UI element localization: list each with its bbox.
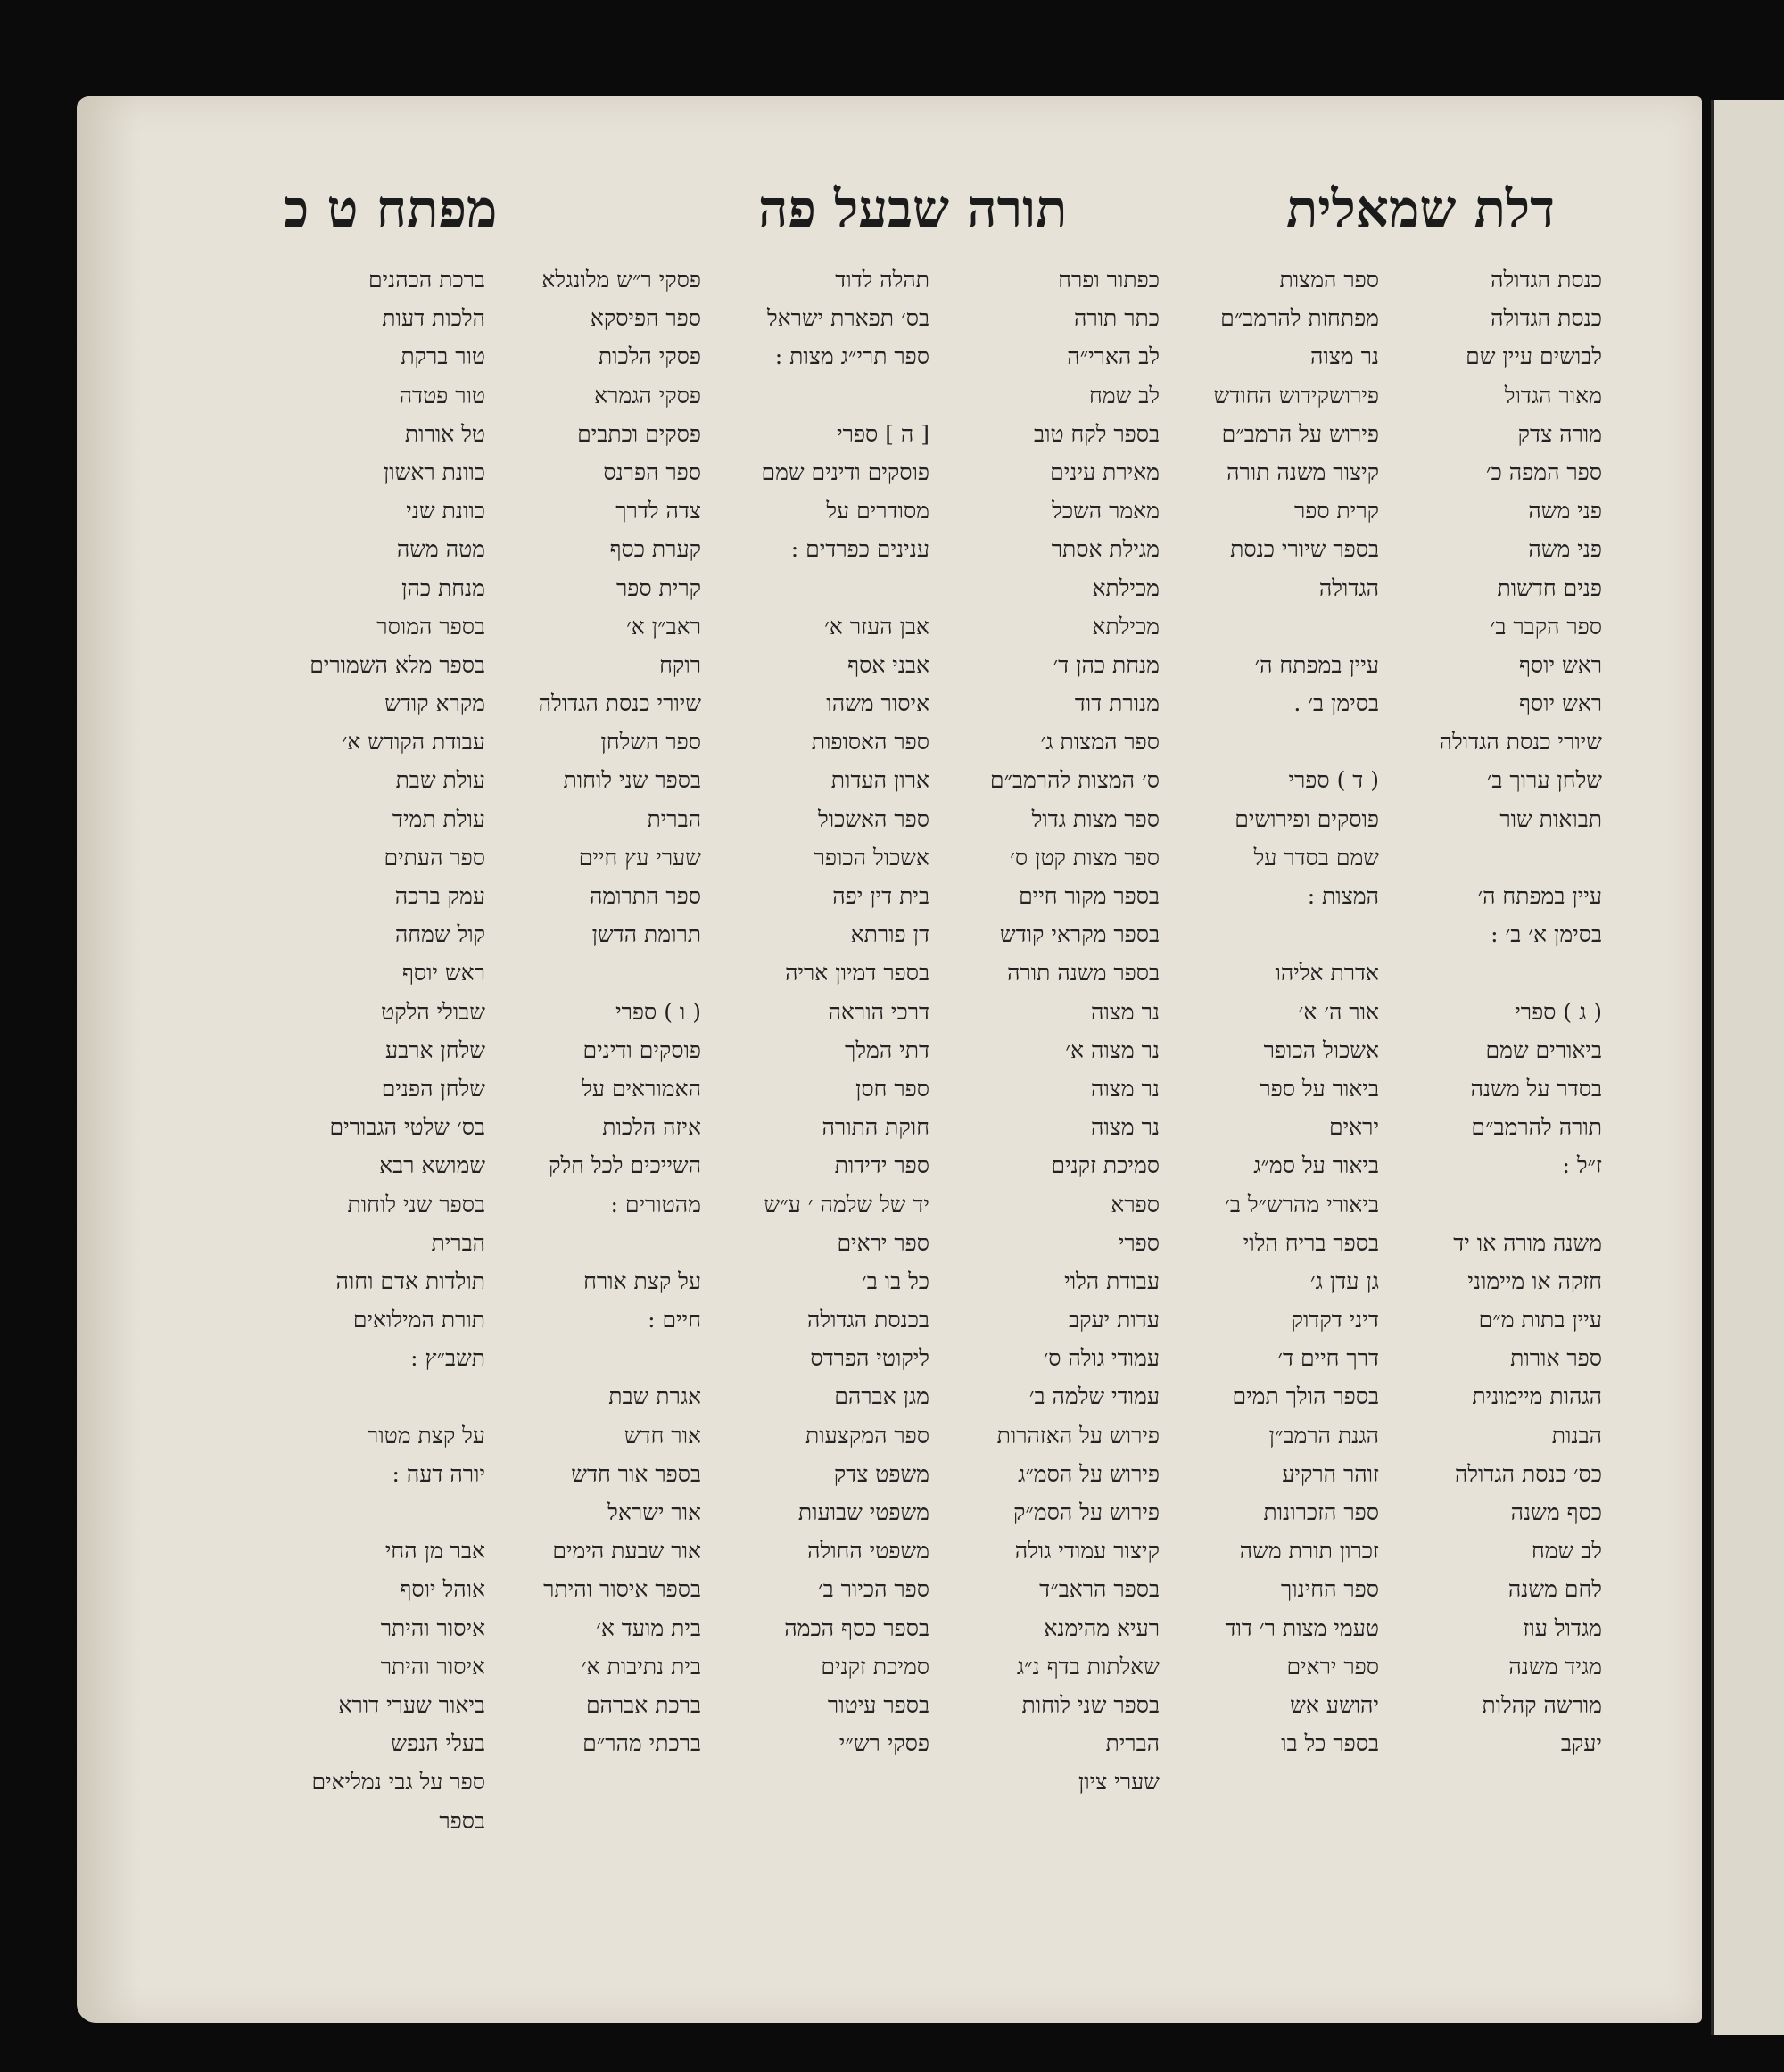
column-line: בספר עיטור xyxy=(827,1691,929,1718)
column-line: דרכי הוראה xyxy=(828,998,929,1025)
column-line xyxy=(266,1493,485,1531)
column-line: ספרא xyxy=(1111,1191,1160,1218)
column-line: מקרא קודש xyxy=(384,690,485,717)
column-line: יעקב xyxy=(1560,1730,1602,1757)
column-line: המצות : xyxy=(1307,883,1379,909)
column-line: הגדולה xyxy=(1318,574,1379,601)
column-line: פירוש על האזהרות xyxy=(996,1422,1160,1449)
column-line: שבולי הלקט xyxy=(381,998,485,1025)
column-line: שלחן ארבע xyxy=(385,1036,485,1063)
column-line: בספר אור חדש xyxy=(571,1460,701,1487)
header-middle-title: תורה שבעל פה xyxy=(758,178,1068,239)
column-line: משפט צדק xyxy=(833,1460,929,1487)
column-line: ספר מצות גדול xyxy=(1031,805,1160,832)
column-line: קיצור משנה תורה xyxy=(1226,458,1379,485)
column-line: ביאור על סמ״ג xyxy=(1253,1152,1379,1179)
column-line: עמודי גולה ס׳ xyxy=(1043,1345,1160,1372)
column-line: ראש יוסף xyxy=(1518,651,1602,678)
column-line: סמיכת זקנים xyxy=(1051,1152,1160,1179)
column-line: ספרי xyxy=(1118,1229,1160,1256)
column-line: ספר הקבר ב׳ xyxy=(1490,613,1602,640)
column-line: בספר הראב״ד xyxy=(1039,1576,1160,1603)
column-line: טל אורות xyxy=(404,420,485,447)
column-line: ספר יראים xyxy=(1286,1653,1379,1680)
column-line: בית נתיבות א׳ xyxy=(581,1653,701,1680)
column-line: שמושא רבא xyxy=(379,1152,485,1179)
column-line: עבודת הקודש א׳ xyxy=(342,729,485,755)
column-line: שיורי כנסת הגדולה xyxy=(538,690,701,717)
column-line: תולדות אדם וחוה xyxy=(335,1267,485,1294)
column-line: ספר על גבי נמליאים xyxy=(311,1769,485,1795)
column-line: ראב״ן א׳ xyxy=(626,613,701,640)
column-line: מורשה קהלות xyxy=(1482,1691,1602,1718)
column-line: יורה דעה : xyxy=(392,1460,485,1487)
column-line: פנים חדשות xyxy=(1497,574,1602,601)
column-line: עיין במפתח ה׳ xyxy=(1477,883,1602,909)
column-line: השייכים לכל חלק xyxy=(549,1152,701,1179)
column-line: מנחת כהן ד׳ xyxy=(1053,651,1160,678)
column-line: בספר מקראי קודש xyxy=(999,921,1160,948)
column-line: כל בו ב׳ xyxy=(861,1267,929,1294)
column-line: תורה להרמב״ם xyxy=(1471,1114,1602,1141)
column-line: עיין במפתח ה׳ xyxy=(1254,651,1379,678)
column-line: איסור משהו xyxy=(826,690,929,717)
column-line: קול שמחה xyxy=(394,921,485,948)
column-line xyxy=(1381,953,1602,992)
column-line: ספר התרומה xyxy=(589,883,701,909)
column-line: יד של שלמה ׳ ע״ש xyxy=(764,1191,929,1218)
column-line: ספר המצות ג׳ xyxy=(1040,729,1160,755)
column-line: שלחן הפנים xyxy=(381,1075,485,1102)
column-line: ספר האסופות xyxy=(811,729,929,755)
column-line: צדה לדרך xyxy=(615,498,701,524)
column-line xyxy=(487,1339,701,1377)
column-line: פסקי ר״ש מלונגלא xyxy=(541,267,701,293)
column-line: הברית xyxy=(647,805,701,832)
column-line: דן פורתא xyxy=(850,921,929,948)
column-line: כנסת הגדולה xyxy=(1491,305,1602,332)
column-line: אבני אסף xyxy=(847,651,929,678)
column-line: שמם בסדר על xyxy=(1253,844,1379,871)
column-line: בספר שיורי כנסת xyxy=(1230,536,1379,563)
column-line: בספר xyxy=(439,1807,485,1834)
column-line: ביאורים שמם xyxy=(1485,1036,1602,1063)
text-column-6 xyxy=(266,260,485,1840)
column-line: אשכול הכופר xyxy=(1263,1036,1379,1063)
column-line: אור ישראל xyxy=(607,1499,701,1525)
column-line: משפטי החולה xyxy=(807,1538,929,1564)
column-line: בסימן א׳ ב׳ : xyxy=(1491,921,1602,948)
column-line: ( ג ) ספרי xyxy=(1515,998,1602,1025)
column-line: בספר המוסר xyxy=(376,613,485,640)
column-line: כסף משנה xyxy=(1510,1499,1602,1525)
column-line: בספר שני לוחות xyxy=(563,767,701,794)
column-line: בספר הולך תמים xyxy=(1232,1383,1379,1410)
column-line: פוסקים ודינים שמם xyxy=(761,458,929,485)
column-line: ספר ידידות xyxy=(834,1152,929,1179)
column-line: נר מצוה xyxy=(1090,1075,1160,1102)
column-line: בספר משנה תורה xyxy=(1007,960,1160,986)
column-line: הלכות דעות xyxy=(382,305,485,332)
column-line: [ ה ] ספרי xyxy=(837,420,929,447)
column-line: בסימן ב׳ . xyxy=(1293,690,1379,717)
column-line: אשכול הכופר xyxy=(814,844,929,871)
column-line: הגהות מיימונית xyxy=(1472,1383,1602,1410)
column-line: מהטורים : xyxy=(610,1191,701,1218)
column-line: ביאור שערי דורא xyxy=(338,1691,485,1718)
column-line: מאור הגדול xyxy=(1504,382,1602,409)
column-line: ביאור על ספר xyxy=(1260,1075,1379,1102)
column-line: קרית ספר xyxy=(615,574,701,601)
column-line: נר מצוה xyxy=(1309,343,1379,370)
column-line: כוונת שני xyxy=(406,498,485,524)
text-column-3 xyxy=(933,260,1160,1802)
column-line: בספר שני לוחות xyxy=(347,1191,485,1218)
column-line: מגילת אסתר xyxy=(1051,536,1160,563)
column-line: פירוש על הסמ״ק xyxy=(1012,1499,1160,1525)
page-gutter-shadow xyxy=(77,96,139,2023)
column-line: כפתור ופרח xyxy=(1058,267,1160,293)
header-left-title: מפתח ט כ xyxy=(284,178,498,239)
column-line: אבר מן החי xyxy=(384,1538,485,1564)
column-line: אור שבעת הימים xyxy=(552,1538,701,1564)
column-line: הגנת הרמב״ן xyxy=(1268,1422,1379,1449)
column-line: תהלה לדוד xyxy=(835,267,929,293)
column-line: נר מצוה xyxy=(1090,998,1160,1025)
column-line xyxy=(705,569,929,607)
column-line: יראים xyxy=(1329,1114,1379,1141)
column-line: פני משה xyxy=(1528,498,1602,524)
column-line: ספר הכיור ב׳ xyxy=(817,1576,929,1603)
column-line: פסקי רש״י xyxy=(838,1730,929,1757)
column-line xyxy=(1381,838,1602,877)
column-line: פירוש על הרמב״ם xyxy=(1221,420,1379,447)
column-line: פירוש על הסמ״ג xyxy=(1018,1460,1160,1487)
column-line: ספר המקצעות xyxy=(805,1422,929,1449)
column-line: תבואות שור xyxy=(1499,805,1602,832)
column-line: שיורי כנסת הגדולה xyxy=(1439,729,1602,755)
column-line: לב שמח xyxy=(1531,1538,1602,1564)
column-line: ראש יוסף xyxy=(401,960,485,986)
column-line: ספר חסן xyxy=(855,1075,929,1102)
column-line: מגיד משנה xyxy=(1508,1653,1602,1680)
column-line: ספר המצות xyxy=(1279,267,1379,293)
column-line: על קצת מטור xyxy=(367,1422,485,1449)
column-line: נר מצוה xyxy=(1090,1114,1160,1141)
column-line: ספר תרי״ג מצות : xyxy=(774,343,929,370)
column-line: ענינים כפרדים : xyxy=(790,536,929,563)
column-line: ( ו ) ספרי xyxy=(615,998,701,1025)
text-column-5 xyxy=(487,260,701,1762)
column-line: רעיא מהימנא xyxy=(1044,1614,1160,1641)
column-line xyxy=(1165,607,1379,646)
column-line xyxy=(1165,722,1379,761)
column-line: יהושע אש xyxy=(1290,1691,1379,1718)
column-line: בספר דמיון אריה xyxy=(785,960,929,986)
column-line xyxy=(1165,915,1379,953)
column-line: מגן אברהם xyxy=(834,1383,929,1410)
column-line: אור ה׳ א׳ xyxy=(1298,998,1379,1025)
column-line: זוהר הרקיע xyxy=(1282,1460,1379,1487)
column-line: גן עדן ג׳ xyxy=(1309,1267,1379,1294)
column-line: בכנסת הגדולה xyxy=(807,1307,929,1333)
column-line: מנחת כהן xyxy=(401,574,485,601)
column-line: פסקים וכתבים xyxy=(577,420,701,447)
column-line: מאירת עינים xyxy=(1050,458,1160,485)
column-line: לבושים עיין שם xyxy=(1466,343,1602,370)
column-line: עולת תמיד xyxy=(392,805,485,832)
column-line: חזקה או מיימוני xyxy=(1467,1267,1602,1294)
column-line: כוונת ראשון xyxy=(383,458,485,485)
column-line: מורה צדק xyxy=(1517,420,1602,447)
column-line: ספר אורות xyxy=(1510,1345,1602,1372)
column-line: פני משה xyxy=(1528,536,1602,563)
column-line: סמיכת זקנים xyxy=(821,1653,929,1680)
column-line: פוסקים ודינים xyxy=(582,1036,701,1063)
column-line: כנסת הגדולה xyxy=(1491,267,1602,293)
column-line: בס׳ שלטי הגבורים xyxy=(329,1114,485,1141)
column-line: לב שמח xyxy=(1088,382,1160,409)
column-line: שאלתות בדף נ״ג xyxy=(1016,1653,1160,1680)
column-line: בסדר על משנה xyxy=(1470,1075,1602,1102)
column-line: מגדול עוז xyxy=(1523,1614,1602,1641)
column-line: ספר המפה כ׳ xyxy=(1485,458,1602,485)
column-line: לב הארי״ה xyxy=(1067,343,1160,370)
column-line: בספר מלא השמורים xyxy=(310,651,485,678)
column-line: ראש יוסף xyxy=(1518,690,1602,717)
header-right-title: דלת שמאלית xyxy=(1286,178,1555,239)
column-line: בספר בריח הלוי xyxy=(1243,1229,1379,1256)
column-line: ליקוטי הפרדס xyxy=(810,1345,929,1372)
column-line: טור ברקת xyxy=(401,343,485,370)
column-line: עולת שבת xyxy=(395,767,485,794)
column-line: מפתחות להרמב״ם xyxy=(1220,305,1379,332)
column-line: ספר הזכרונות xyxy=(1263,1499,1379,1525)
column-line: בספר כל בו xyxy=(1281,1730,1379,1757)
column-line: מכילתא xyxy=(1092,613,1160,640)
column-line: פסקי הגמרא xyxy=(594,382,701,409)
column-line: איסור והיתר xyxy=(380,1614,485,1641)
column-line: שערי עץ חיים xyxy=(578,844,701,871)
column-line: בית דין יפה xyxy=(832,883,929,909)
column-line: טור פטדה xyxy=(399,382,485,409)
column-line: תרומת הדשן xyxy=(591,921,701,948)
column-line: טעמי מצות ר׳ דוד xyxy=(1225,1614,1379,1641)
column-line: בספר לקח טוב xyxy=(1034,420,1160,447)
column-line: קיצור עמודי גולה xyxy=(1014,1538,1160,1564)
column-line: פוסקים ופירושים xyxy=(1235,805,1379,832)
column-line: בספר מקור חיים xyxy=(1019,883,1160,909)
column-line: נר מצוה א׳ xyxy=(1065,1036,1160,1063)
column-line: איסור והיתר xyxy=(380,1653,485,1680)
column-line: מכילתא xyxy=(1092,574,1160,601)
column-line: מנורת דוד xyxy=(1074,690,1160,717)
column-line: פסקי הלכות xyxy=(598,343,701,370)
column-line: ברכתי מהר״ם xyxy=(582,1730,701,1757)
column-line: ספר הפיסקא xyxy=(590,305,701,332)
column-line: ארון העדות xyxy=(830,767,929,794)
column-line: זכרון תורת משה xyxy=(1239,1538,1379,1564)
column-line: בית מועד א׳ xyxy=(596,1614,701,1641)
column-line: מסודרים על xyxy=(826,498,929,524)
column-line: ספר השלחן xyxy=(600,729,701,755)
column-line: ספר החינוך xyxy=(1280,1576,1379,1603)
column-line: פירושקידוש החודש xyxy=(1213,382,1379,409)
column-line: אוהל יוסף xyxy=(400,1576,485,1603)
column-line: תשב״ץ : xyxy=(410,1345,485,1372)
text-column-4 xyxy=(705,260,929,1762)
column-line: הברית xyxy=(431,1229,485,1256)
column-line: רוקח xyxy=(659,651,701,678)
column-line: חיים : xyxy=(648,1307,701,1333)
column-line: הברית xyxy=(1105,1730,1160,1757)
column-line: מטה משה xyxy=(396,536,485,563)
column-line: בספר כסף הכמה xyxy=(784,1614,929,1641)
column-line: אגרת שבת xyxy=(608,1383,701,1410)
column-line: קערת כסף xyxy=(609,536,701,563)
column-line xyxy=(266,1377,485,1416)
text-column-1 xyxy=(1381,260,1602,1762)
text-column-2 xyxy=(1165,260,1379,1762)
column-line: ( ד ) ספרי xyxy=(1288,767,1379,794)
column-line: תורת המילואים xyxy=(352,1307,485,1333)
column-line: שערי ציון xyxy=(1078,1769,1160,1795)
column-line: לחם משנה xyxy=(1507,1576,1602,1603)
column-line: חוקת התורה xyxy=(822,1114,929,1141)
column-line: אבן העזר א׳ xyxy=(824,613,929,640)
column-line: ס׳ המצות להרמב״ם xyxy=(989,767,1160,794)
column-line: עדות יעקב xyxy=(1069,1307,1160,1333)
column-line: עמודי שלמה ב׳ xyxy=(1028,1383,1160,1410)
column-line: עמק ברכה xyxy=(394,883,485,909)
column-line: ספר יראים xyxy=(837,1229,929,1256)
column-line: ספר האשכול xyxy=(818,805,929,832)
column-line: משפטי שבועות xyxy=(797,1499,929,1525)
column-line: בס׳ תפארת ישראל xyxy=(766,305,929,332)
column-line: מאמר השכל xyxy=(1052,498,1160,524)
column-line: עיין בתות מ״ם xyxy=(1478,1307,1602,1333)
column-line: משנה מורה או יד xyxy=(1453,1229,1602,1256)
column-line: שלחן ערוך ב׳ xyxy=(1486,767,1602,794)
column-line: כתר תורה xyxy=(1074,305,1160,332)
column-line xyxy=(705,376,929,415)
column-line: ביאורי מהרש״ל ב׳ xyxy=(1225,1191,1379,1218)
column-line: בספר שני לוחות xyxy=(1021,1691,1160,1718)
column-line: קרית ספר xyxy=(1293,498,1379,524)
column-line xyxy=(487,953,701,992)
adjacent-page-edge xyxy=(1711,100,1784,2035)
column-line: דרך חיים ד׳ xyxy=(1277,1345,1379,1372)
column-line: ספר הפרנס xyxy=(603,458,701,485)
column-line: בעלי הנפש xyxy=(391,1730,485,1757)
column-line: הבנות xyxy=(1551,1422,1602,1449)
column-line: ברכת הכהנים xyxy=(368,267,485,293)
column-line: אדרת אליהו xyxy=(1275,960,1379,986)
column-line: ספר העתים xyxy=(384,844,485,871)
column-line: האמוראים על xyxy=(582,1075,701,1102)
column-line: דתי המלך xyxy=(845,1036,929,1063)
column-line: בספר איסור והיתר xyxy=(543,1576,701,1603)
column-line: איזה הלכות xyxy=(602,1114,701,1141)
column-line: עבודת הלוי xyxy=(1064,1267,1160,1294)
column-line: על קצת אורח xyxy=(583,1267,701,1294)
column-line: ז״ל : xyxy=(1562,1152,1602,1179)
column-line: ברכת אברהם xyxy=(585,1691,701,1718)
column-line xyxy=(1381,1185,1602,1224)
column-line: ספר מצות קטן ס׳ xyxy=(1010,844,1160,871)
column-line: אור חדש xyxy=(624,1422,701,1449)
column-line: כס׳ כנסת הגדולה xyxy=(1454,1460,1602,1487)
column-line: דיני דקדוק xyxy=(1291,1307,1379,1333)
column-line xyxy=(487,1224,701,1262)
